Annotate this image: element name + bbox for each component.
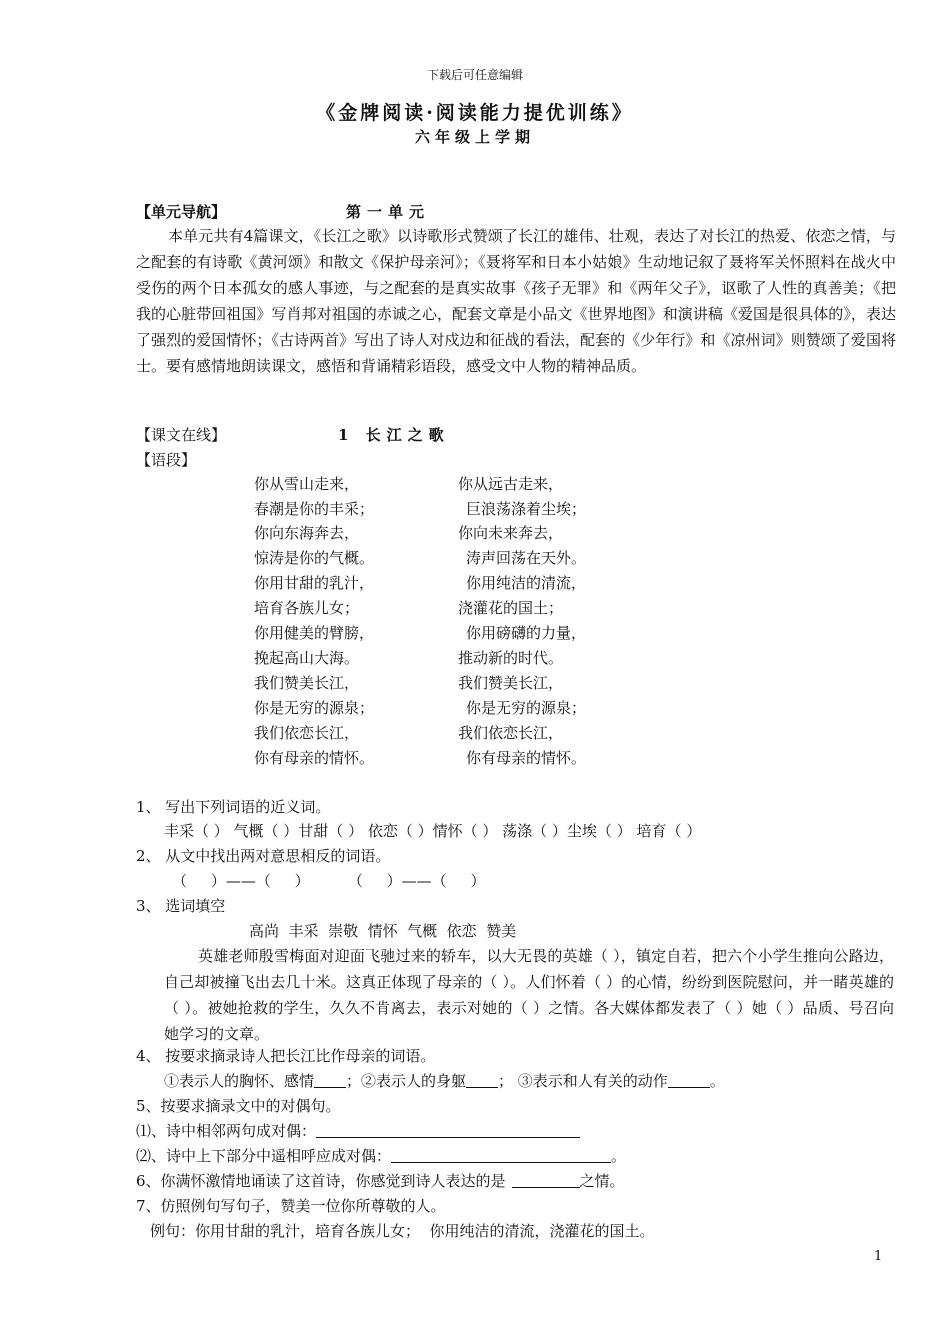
document-title: 《金牌阅读·阅读能力提优训练》 <box>316 102 634 124</box>
question-2: 2、 从文中找出两对意思相反的词语。 <box>136 847 391 865</box>
question-6-end: 之情。 <box>579 1172 625 1190</box>
question-2-blanks: （ ）——（ ） （ ）——（ ） <box>172 872 486 890</box>
poem-line: 你有母亲的情怀。 <box>254 749 375 767</box>
document-subtitle: 六年级上学期 <box>414 128 535 146</box>
page-number: 1 <box>874 1249 883 1264</box>
poem-line: 你向东海奔去， <box>254 524 360 542</box>
question-5-part-2 <box>136 1143 626 1169</box>
poem-line: 春潮是你的丰采； <box>254 500 375 518</box>
poem-line: 我们依恋长江， <box>254 724 360 742</box>
passage-label: 【语段】 <box>136 451 197 469</box>
poem-line: 你用磅礴的力量， <box>466 624 587 642</box>
poem-line: 你用健美的臂膀， <box>254 624 375 642</box>
question-5-part-2-label: ⑵、诗中上下部分中遥相呼应成对偶： <box>136 1147 392 1165</box>
question-3-passage: 英雄老师殷雪梅面对迎面飞驰过来的轿车，以大无畏的英雄（ ），镇定自若，把六个小学生推向公路边，自己却被撞飞出去几十米。这真正体现了母亲的（ ）。人们怀着（ ）的心情，纷纷到医院慰问，并一睹英雄的（ ）。被她抢救的学生，久久不肯离去，表示对她的（ ）之情。各大媒体都发表了（ ）她（ ）品质、号召向她学习的文章。 <box>164 947 894 1043</box>
answer-blank[interactable] <box>668 1071 710 1088</box>
question-1-words: 丰采（ ） 气概（ ）甘甜（ ） 依恋（ ）情怀（ ） 荡涤（ ）尘埃（ ） 培育（ ） <box>164 822 702 840</box>
poem-line: 涛声回荡在天外。 <box>466 549 587 567</box>
answer-blank[interactable] <box>466 1071 498 1088</box>
poem-line: 我们赞美长江， <box>458 674 564 692</box>
question-4-end: 。 <box>709 1072 725 1090</box>
poem-line: 浇灌花的国土； <box>458 599 564 617</box>
poem-line: 你向未来奔去， <box>458 524 564 542</box>
question-3: 3、 选词填空 <box>136 897 226 915</box>
question-4-item-c: ； ③表示和人有关的动作 <box>498 1072 668 1090</box>
question-1: 1、 写出下列词语的近义词。 <box>136 798 331 816</box>
poem-line: 你从雪山走来， <box>254 475 360 493</box>
poem-line: 推动新的时代。 <box>458 649 564 667</box>
answer-blank[interactable] <box>512 1171 580 1188</box>
poem-line: 培育各族儿女； <box>254 599 360 617</box>
question-6-text: 6、你满怀激情地诵读了这首诗，你感觉到诗人表达的是 <box>136 1172 506 1190</box>
unit-intro-paragraph: 本单元共有4篇课文，《长江之歌》以诗歌形式赞颂了长江的雄伟、壮观，表达了对长江的热爱、依恋之情，与之配套的有诗歌《黄河颂》和散文《保护母亲河》；《聂将军和日本小姑娘》生动地记叙了聂将军关怀照料在战火中受伤的两个日本孤女的感人事迹，与之配套的是真实故事《孩子无罪》和《两年父子》，讴歌了人性的真善美；《把我的心脏带回祖国》写肖邦对祖国的赤诚之心，配套文章是小品文《世界地图》和演讲稿《爱国是很具体的》，表达了强烈的爱国情怀；《古诗两首》写出了诗人对戍边和征战的看法，配套的《少年行》和《凉州词》则赞颂了爱国将士。要有感情地朗读课文，感悟和背诵精彩语段，感受文中人物的精神品质。 <box>136 227 896 375</box>
question-6 <box>136 1168 625 1194</box>
poem-line: 你有母亲的情怀。 <box>466 749 587 767</box>
header-note: 下载后可任意编辑 <box>426 68 523 82</box>
question-4-item-b: ；②表示人的身躯 <box>346 1072 467 1090</box>
question-5-part-1 <box>136 1118 580 1144</box>
poem-line: 你是无穷的源泉； <box>254 699 375 717</box>
lesson-title: 1 长江之歌 <box>338 426 450 444</box>
question-3-word-bank: 高尚 丰采 崇敬 情怀 气概 依恋 赞美 <box>249 922 517 940</box>
poem-line: 你用甘甜的乳汁， <box>254 574 375 592</box>
question-5-part-2-end: 。 <box>611 1147 627 1165</box>
answer-blank[interactable] <box>316 1121 580 1138</box>
unit-title: 第一单元 <box>346 203 431 221</box>
answer-blank[interactable] <box>314 1071 346 1088</box>
question-7: 7、仿照例句写句子，赞美一位你所尊敬的人。 <box>136 1197 446 1215</box>
question-4-items <box>164 1068 725 1094</box>
question-4: 4、 按要求摘录诗人把长江比作母亲的词语。 <box>136 1047 436 1065</box>
poem-line: 挽起高山大海。 <box>254 649 360 667</box>
question-7-example: 例句：你用甘甜的乳汁，培育各族儿女； 你用纯洁的清流，浇灌花的国土。 <box>150 1222 655 1240</box>
unit-guide-label: 【单元导航】 <box>136 203 227 221</box>
poem-line: 惊涛是你的气概。 <box>254 549 375 567</box>
lesson-online-label: 【课文在线】 <box>136 426 227 444</box>
poem-line: 巨浪荡涤着尘埃； <box>466 500 587 518</box>
question-5: 5、按要求摘录文中的对偶句。 <box>136 1097 341 1115</box>
poem-line: 你从远古走来， <box>458 475 564 493</box>
answer-blank[interactable] <box>391 1146 611 1163</box>
question-5-part-1-label: ⑴、诗中相邻两句成对偶： <box>136 1122 317 1140</box>
question-4-item-a: ①表示人的胸怀、感情 <box>164 1072 315 1090</box>
poem-line: 我们依恋长江， <box>458 724 564 742</box>
poem-line: 我们赞美长江， <box>254 674 360 692</box>
poem-line: 你用纯洁的清流， <box>466 574 587 592</box>
poem-line: 你是无穷的源泉； <box>466 699 587 717</box>
